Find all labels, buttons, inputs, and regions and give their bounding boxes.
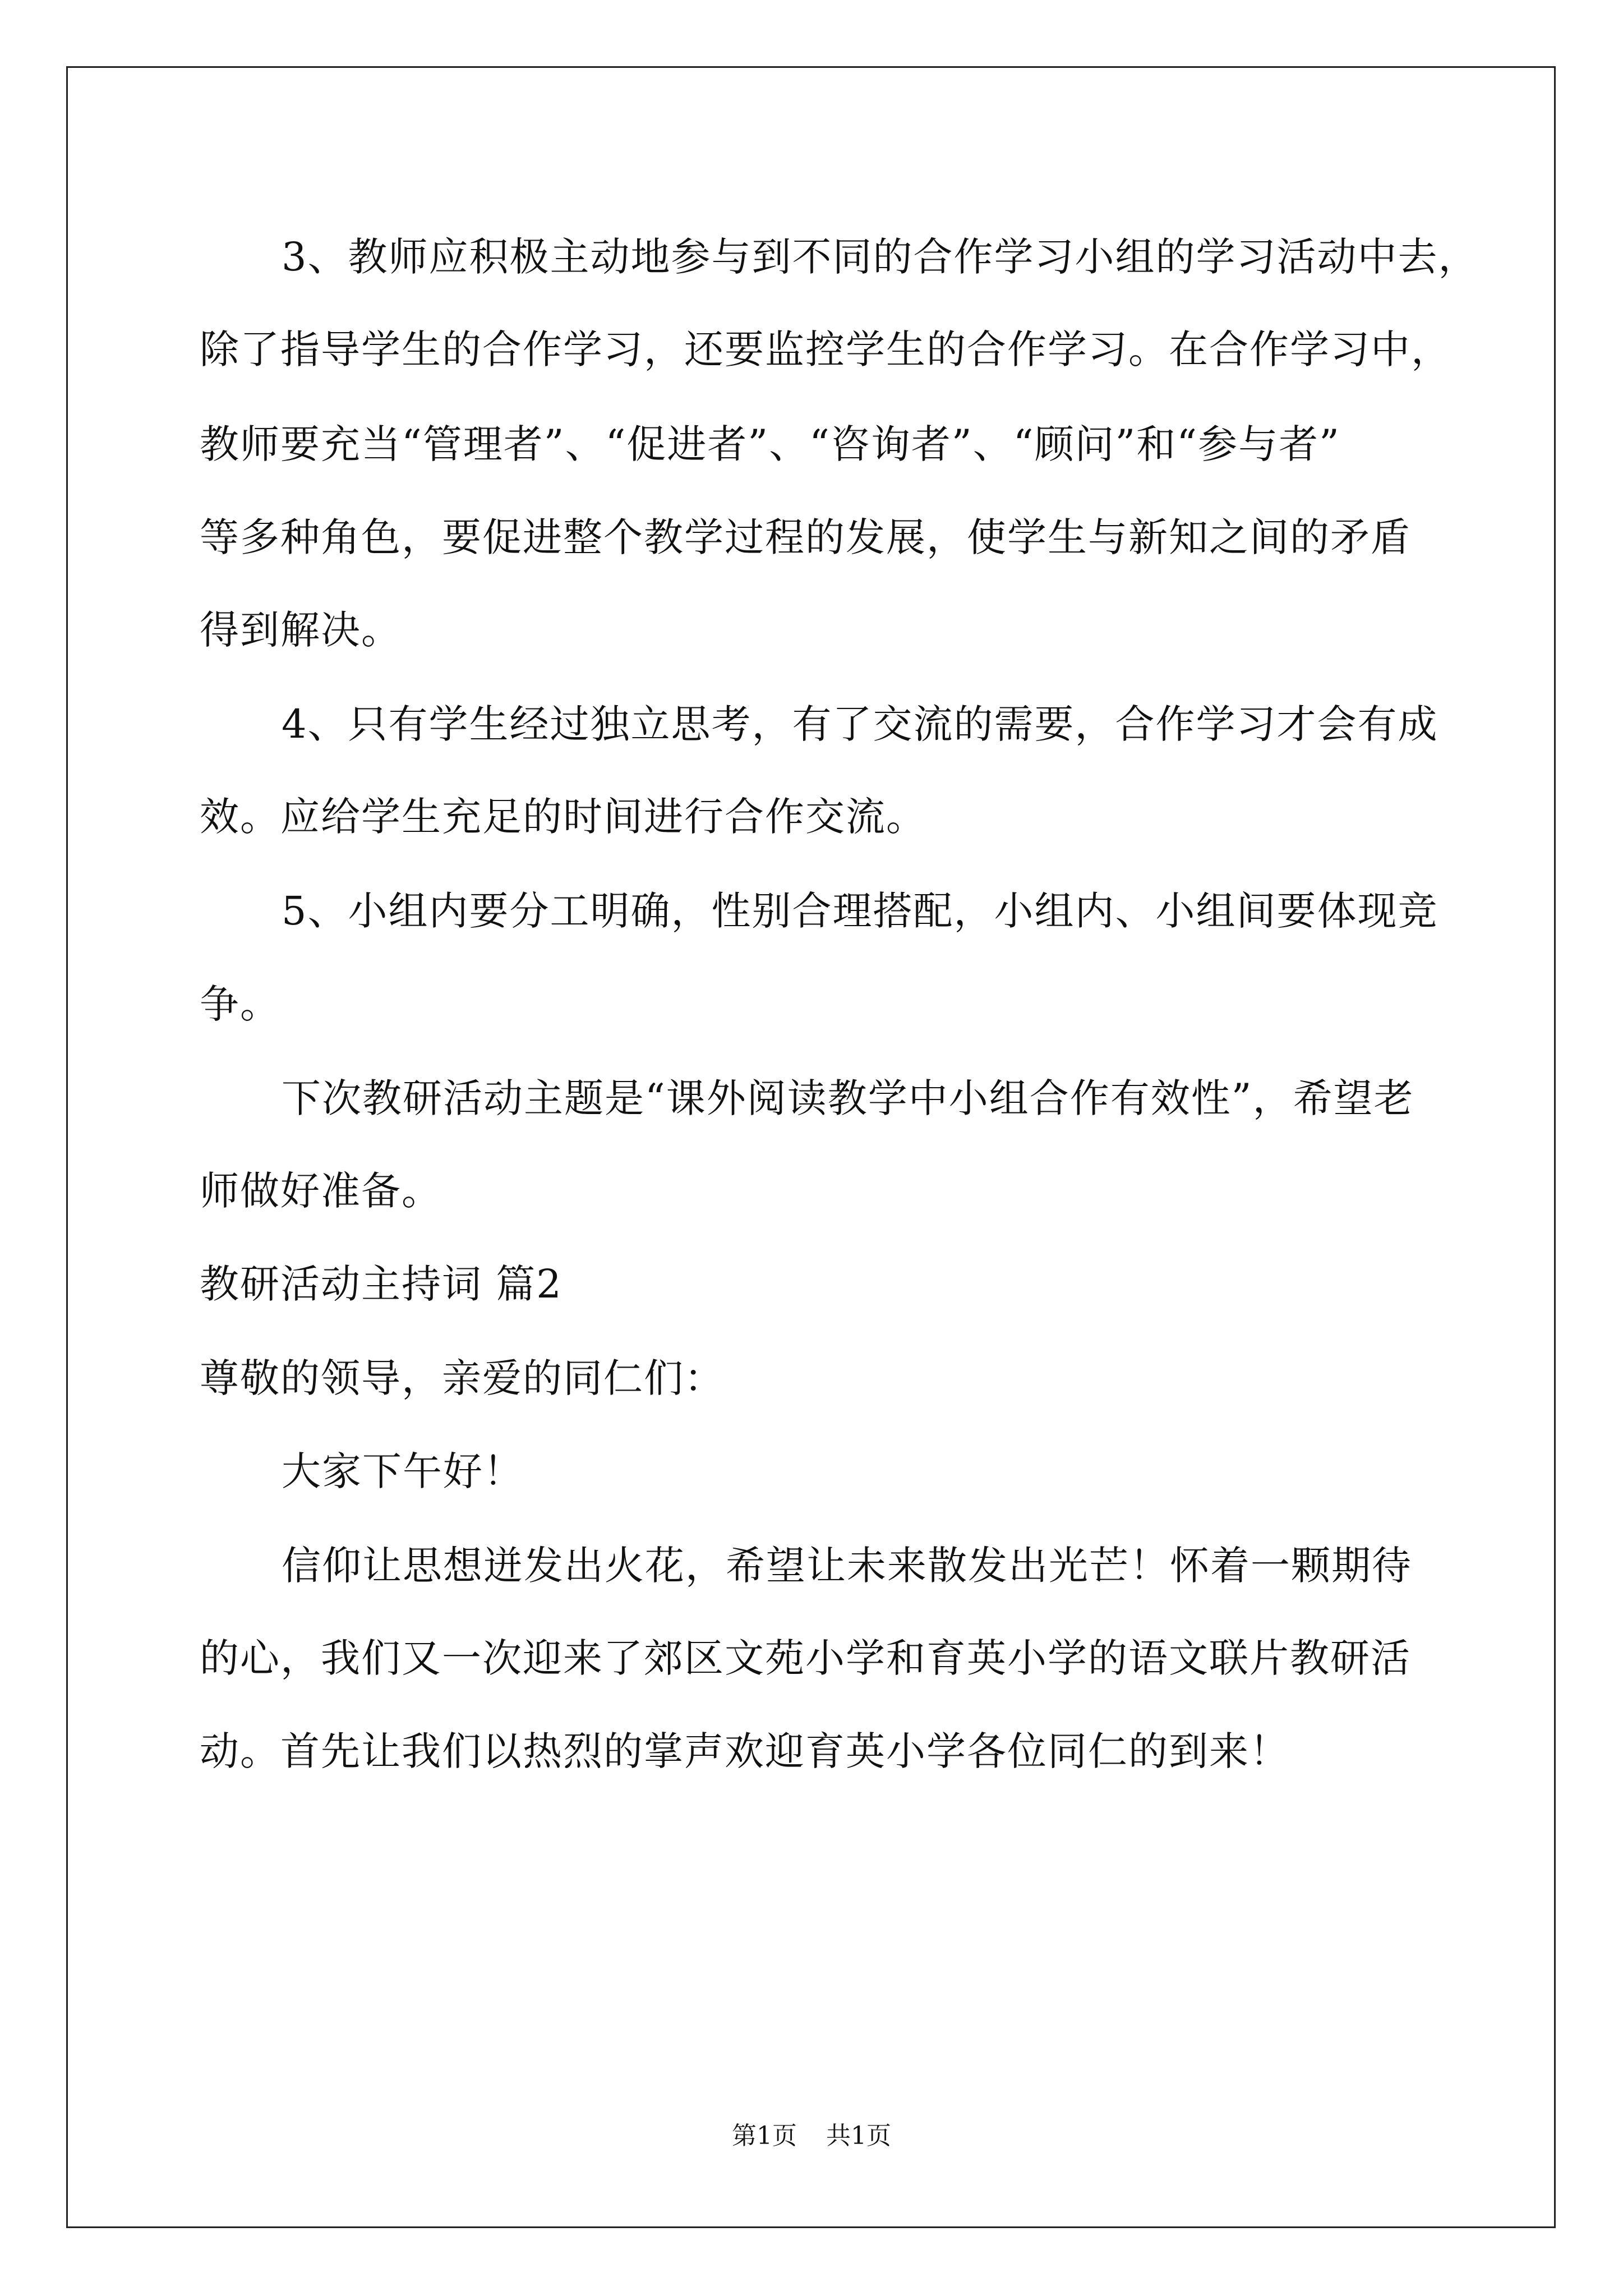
next-topic-line-1: 下次教研活动主题是“课外阅读教学中小组合作有效性”，希望老 <box>282 1075 1414 1121</box>
paragraph-4-line-1: 4、只有学生经过独立思考，有了交流的需要，合作学习才会有成 <box>282 701 1438 747</box>
salutation: 尊敬的领导，亲爱的同仁们： <box>200 1355 725 1401</box>
paragraph-3-line-5: 得到解决。 <box>200 607 402 653</box>
opening-paragraph-line-3: 动。首先让我们以热烈的掌声欢迎育英小学各位同仁的到来！ <box>200 1728 1290 1774</box>
paragraph-3-line-1: 3、教师应积极主动地参与到不同的合作学习小组的学习活动中去， <box>282 234 1479 280</box>
paragraph-3-line-3: 教师要充当“管理者”、“促进者”、“咨询者”、“顾问”和“参与者” <box>200 421 1340 467</box>
next-topic-line-2: 师做好准备。 <box>200 1168 442 1214</box>
greeting: 大家下午好！ <box>282 1448 524 1494</box>
page-total: 共1页 <box>826 2122 891 2150</box>
paragraph-3-line-2: 除了指导学生的合作学习，还要监控学生的合作学习。在合作学习中， <box>200 326 1451 372</box>
opening-paragraph-line-1: 信仰让思想迸发出火花，希望让未来散发出光芒！怀着一颗期待 <box>282 1543 1412 1589</box>
paragraph-3-line-4: 等多种角色，要促进整个教学过程的发展，使学生与新知之间的矛盾 <box>200 514 1411 560</box>
paragraph-5-line-1: 5、小组内要分工明确，性别合理搭配，小组内、小组间要体现竞 <box>282 888 1438 934</box>
page-border <box>66 66 1556 2228</box>
page-number: 第1页 <box>732 2122 797 2150</box>
opening-paragraph-line-2: 的心，我们又一次迎来了郊区文苑小学和育英小学的语文联片教研活 <box>200 1635 1411 1681</box>
paragraph-5-line-2: 争。 <box>200 981 280 1027</box>
page-footer <box>0 2119 1623 2153</box>
section-heading: 教研活动主持词 篇2 <box>200 1261 562 1307</box>
paragraph-4-line-2: 效。应给学生充足的时间进行合作交流。 <box>200 794 926 840</box>
